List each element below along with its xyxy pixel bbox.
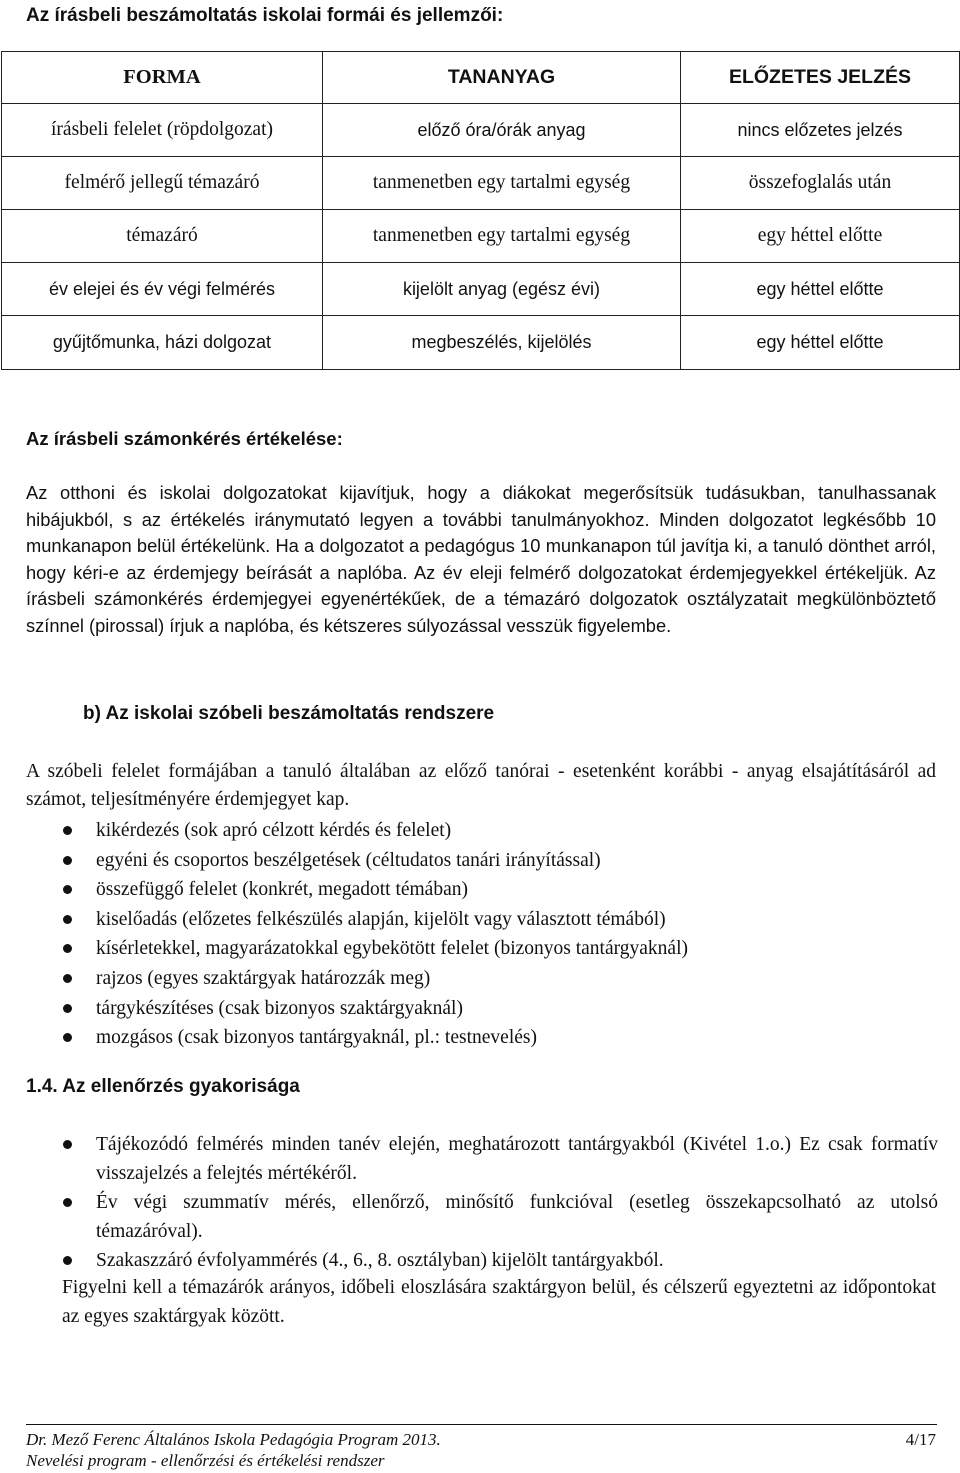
table-cell: egy héttel előtte [681, 316, 960, 370]
list-item [62, 964, 942, 994]
frequency-section-title: 1.4. Az ellenőrzés gyakorisága [26, 1076, 300, 1097]
list-item-text: mozgásos (csak bizonyos tantárgyaknál, pl.: testnevelés) [96, 1027, 537, 1049]
table-cell: gyűjtőmunka, házi dolgozat [2, 316, 323, 370]
frequency-list [62, 1130, 938, 1275]
table-cell: témazáró [2, 210, 323, 263]
list-item [62, 905, 942, 935]
list-item-text: kísérletekkel, magyarázatokkal egybekötött felelet (bizonyos tantárgyaknál) [96, 938, 688, 960]
list-item-text: egyéni és csoportos beszélgetések (céltudatos tanári irányítással) [96, 849, 601, 871]
table-cell: felmérő jellegű témazáró [2, 157, 323, 210]
table-cell: összefoglalás után [681, 157, 960, 210]
oral-intro-paragraph: A szóbeli felelet formájában a tanuló általában az előző tanórai - esetenként korábbi - anyag elsajátításáról ad számot, teljesítményére érdemjegyet kap. [26, 761, 936, 810]
bullet-icon [63, 915, 72, 924]
list-item [62, 934, 942, 964]
list-item [62, 846, 942, 876]
header-elozetes-jelzes: ELŐZETES JELZÉS [681, 52, 960, 104]
bullet-icon [63, 1256, 72, 1265]
list-item [62, 816, 942, 846]
table-cell: előző óra/órák anyag [323, 104, 681, 157]
bullet-icon [63, 1140, 72, 1149]
list-item-text: Tájékozódó felmérés minden tanév elején, meghatározott tantárgyakból (Kivétel 1.o.) Ez csak formatív visszajelzés a felejtés mértékéről. [96, 1134, 938, 1184]
footer-subtitle: Nevelési program - ellenőrzési és értékelési rendszer [26, 1451, 385, 1470]
table-row [2, 210, 960, 263]
list-item [62, 1023, 942, 1053]
evaluation-paragraph: Az otthoni és iskolai dolgozatokat kijavítjuk, hogy a diákokat megerősítsük tudásukban, tanulhassanak hibájukból, s az értékelés iránymutató legyen a további tanulmányokhoz. Minden dolgozatot legkésőbb 10 munkanapon belül értékelünk. Ha a dolgozatot a pedagógus 10 munkanapon túl javítja ki, a tanuló dönthet arról, hogy kéri-e az érdemjegy beírását a naplóba. Az év eleji felmérő dolgozatokat érdemjegyekkel értékeljük. Az írásbeli számonkérés érdemjegyei egyenértékűek, de a témazáró dolgozatok osztályzatait megkülönböztető színnel (pirossal) írjuk a naplóba, és kétszeres súlyozással vesszük figyelembe. [26, 482, 936, 636]
header-tananyag: TANANYAG [323, 52, 681, 104]
list-item [62, 875, 942, 905]
table-row [2, 316, 960, 370]
list-item-text: Év végi szummatív mérés, ellenőrző, minősítő funkcióval (esetleg összekapcsolható az utolsó témazáróval). [96, 1192, 938, 1242]
list-item [62, 1130, 938, 1188]
list-item [62, 1246, 938, 1275]
list-item-text: kiselőadás (előzetes felkészülés alapján, kijelölt vagy választott témából) [96, 908, 666, 930]
table-cell: év elejei és év végi felmérés [2, 263, 323, 316]
footer-divider [26, 1424, 937, 1425]
list-item-text: rajzos (egyes szaktárgyak határozzák meg) [96, 967, 431, 989]
list-item [62, 1188, 938, 1246]
table-row [2, 157, 960, 210]
page-number: 4/17 [905, 1430, 936, 1449]
table-cell: tanmenetben egy tartalmi egység [323, 210, 681, 263]
list-item-text: összefüggő felelet (konkrét, megadott témában) [96, 879, 468, 901]
table-cell: nincs előzetes jelzés [681, 104, 960, 157]
bullet-icon [63, 1004, 72, 1013]
table-cell: egy héttel előtte [681, 210, 960, 263]
table-cell: kijelölt anyag (egész évi) [323, 263, 681, 316]
table-cell: megbeszélés, kijelölés [323, 316, 681, 370]
oral-methods-list [62, 816, 942, 1053]
assessment-forms-table [1, 51, 960, 370]
table-row [2, 263, 960, 316]
bullet-icon [63, 944, 72, 953]
bullet-icon [63, 1033, 72, 1042]
table-cell: tanmenetben egy tartalmi egység [323, 157, 681, 210]
table-row [2, 104, 960, 157]
list-item-text: kikérdezés (sok apró célzott kérdés és felelet) [96, 820, 452, 841]
page-heading: Az írásbeli beszámoltatás iskolai formái és jellemzői: [26, 5, 504, 26]
table-cell: egy héttel előtte [681, 263, 960, 316]
footer-school: Dr. Mező Ferenc Általános Iskola Pedagógia Program 2013. [26, 1430, 441, 1449]
bullet-icon [63, 885, 72, 894]
table-header-row [2, 52, 960, 104]
bullet-icon [63, 1198, 72, 1207]
footer-text [26, 1429, 441, 1471]
bullet-icon [63, 826, 72, 835]
bullet-icon [63, 856, 72, 865]
oral-section-title: b) Az iskolai szóbeli beszámoltatás rendszere [83, 703, 495, 724]
frequency-note: Figyelni kell a témazárók arányos, időbeli eloszlására szaktárgyon belül, és célszerű egyeztetni az időpontokat az egyes szaktárgyak között. [62, 1277, 936, 1327]
table-cell: írásbeli felelet (röpdolgozat) [2, 104, 323, 157]
header-forma: FORMA [2, 52, 323, 104]
list-item [62, 994, 942, 1024]
list-item-text: Szakaszzáró évfolyammérés (4., 6., 8. osztályban) kijelölt tantárgyakból. [96, 1250, 664, 1271]
list-item-text: tárgykészítéses (csak bizonyos szaktárgyaknál) [96, 997, 463, 1019]
evaluation-title: Az írásbeli számonkérés értékelése: [26, 428, 343, 449]
bullet-icon [63, 974, 72, 983]
